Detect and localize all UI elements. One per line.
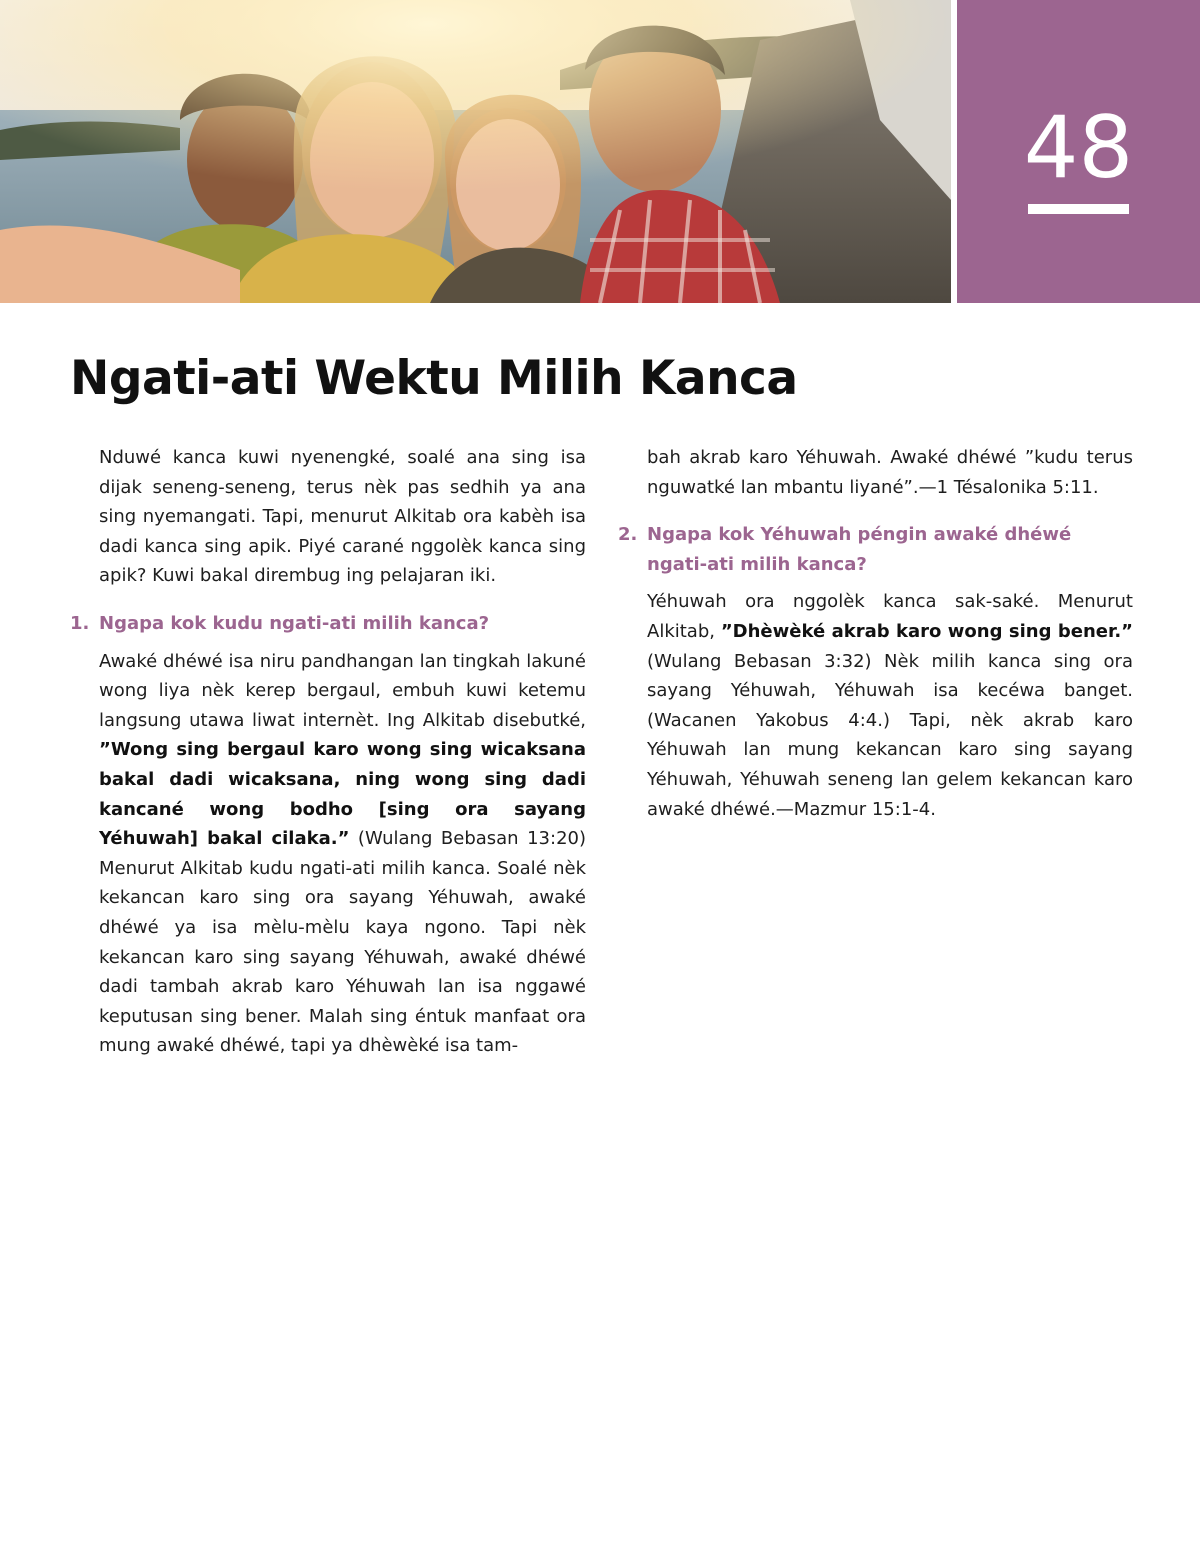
section-2-text-continued: (Wulang Bebasan 3:32) Nèk milih kanca sing ora sayang Yéhuwah, Yéhuwah isa kecéwa banget. (Wacanen Yakobus 4:4.) Tapi, nèk akrab karo Yéhuwah lan mung kekancan karo sing sayang Yéhuwah, Yéhuwah seneng lan gelem kekancan karo awaké dhéwé.—Mazmur 15:1-4.	[647, 650, 1133, 820]
hero-photo	[0, 0, 951, 303]
left-column	[70, 443, 586, 1061]
section-1-number: 1.	[70, 612, 90, 634]
lesson-number-box	[957, 0, 1200, 303]
friends-selfie-illustration	[0, 0, 951, 303]
section-1-heading	[70, 609, 586, 639]
page-title: Ngati-ati Wektu Milih Kanca	[70, 351, 798, 406]
section-1-question: Ngapa kok kudu ngati-ati milih kanca?	[99, 612, 490, 634]
section-2-heading	[618, 520, 1133, 579]
section-2-text: Yéhuwah ora nggolèk kanca sak-saké. Menurut Alkitab,	[647, 591, 1133, 642]
section-2-question: Ngapa kok Yéhuwah péngin awaké dhéwé ngati-ati milih kanca?	[647, 524, 1072, 575]
intro-paragraph: Nduwé kanca kuwi nyenengké, soalé ana sing isa dijak seneng-seneng, terus nèk pas sedhih ya ana sing nyemangati. Tapi, menurut Alkitab ora kabèh isa dadi kanca sing apik. Piyé carané nggolèk kanca sing apik? Kuwi bakal dirembug ing pelajaran iki.	[99, 447, 586, 587]
section-1-paragraph-continued: bah akrab karo Yéhuwah. Awaké dhéwé ”kudu terus nguwatké lan mbantu liyané”.—1 Tésalonika 5:11.	[647, 447, 1133, 498]
lesson-number-underline	[1028, 204, 1129, 214]
lesson-number: 48	[1023, 98, 1134, 198]
section-1-paragraph	[99, 647, 586, 1061]
section-1-text-continued: (Wulang Bebasan 13:20) Menurut Alkitab kudu ngati-ati milih kanca. Soalé nèk kekancan karo sing ora sayang Yéhuwah, awaké dhéwé ya isa mèlu-mèlu kaya ngono. Tapi nèk kekancan karo sing sayang Yéhuwah, awaké dhéwé dadi tambah akrab karo Yéhuwah lan isa nggawé keputusan sing bener. Malah sing éntuk manfaat ora mung awaké dhéwé, tapi ya dhèwèké isa tam-	[99, 828, 587, 1057]
right-column	[618, 443, 1133, 824]
section-1-scripture-quote: ”Wong sing bergaul karo wong sing wicaksana bakal dadi wicaksana, ning wong sing dadi kancané wong bodho [sing ora sayang Yéhuwah] bakal cilaka.”	[99, 739, 586, 850]
section-2-scripture-quote: ”Dhèwèké akrab karo wong sing bener.”	[720, 620, 1133, 642]
section-2-paragraph	[647, 587, 1133, 824]
section-1-text: Awaké dhéwé isa niru pandhangan lan tingkah lakuné wong liya nèk kerep bergaul, embuh kuwi ketemu langsung utawa liwat internèt. Ing Alkitab disebutké,	[99, 650, 586, 731]
section-2-number: 2.	[618, 524, 638, 546]
